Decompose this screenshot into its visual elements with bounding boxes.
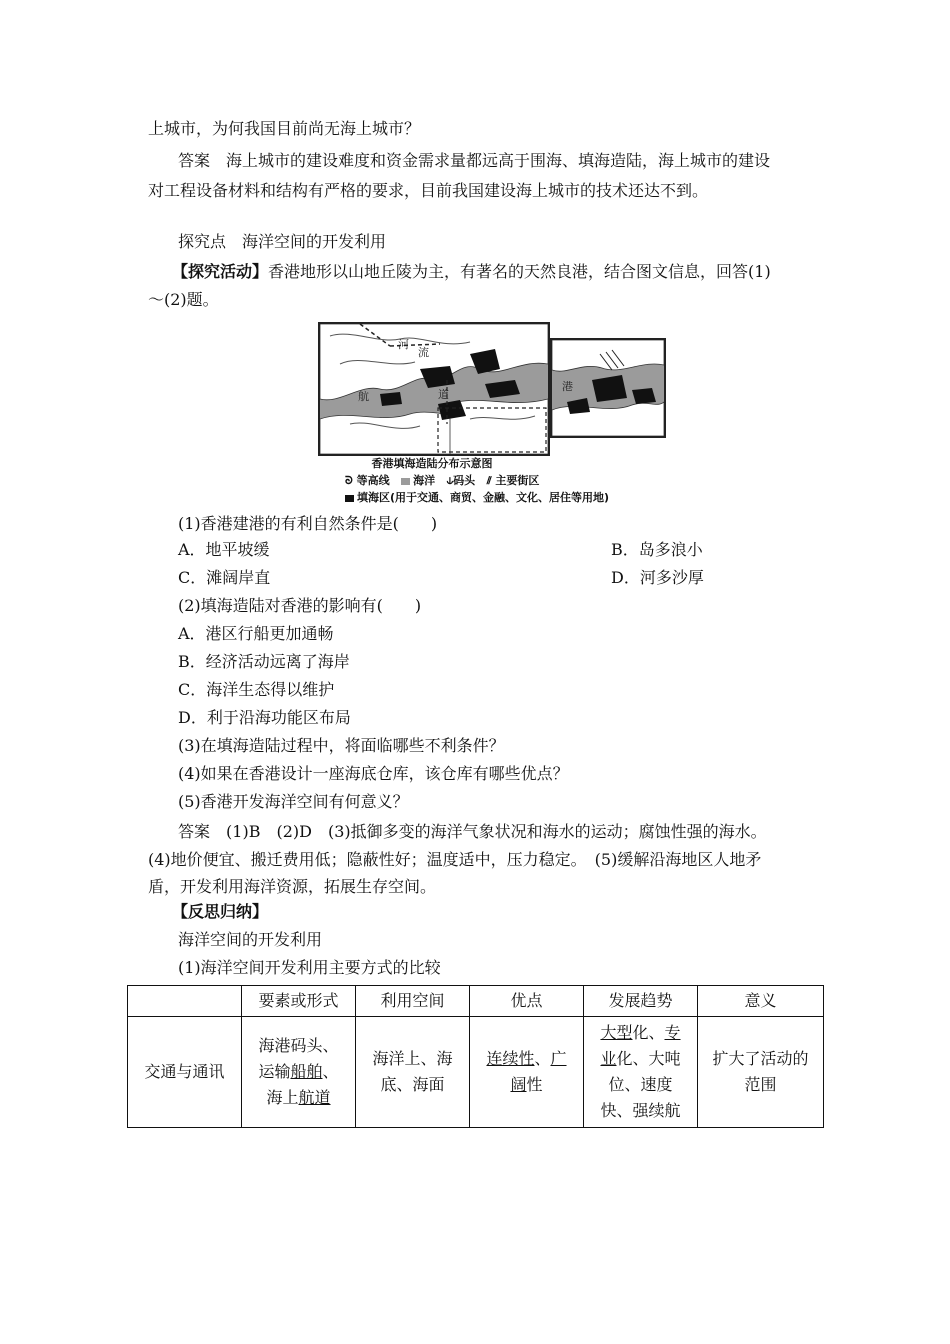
cell-text: 范围 [744,1075,777,1094]
cell-text: 海港码头、 [258,1036,339,1055]
q4-stem: (4)如果在香港设计一座海底仓库，该仓库有哪些优点？ [178,764,569,783]
contour-icon: ᘐ [345,474,353,487]
cell-text: 底、海面 [380,1075,445,1094]
cell-text: 海洋上、海 [372,1049,453,1068]
q2-stem: (2)填海造陆对香港的影响有( ) [178,596,422,615]
table-header-cell: 优点 [470,986,584,1017]
cell-text: 运输 [258,1062,291,1081]
table-cell-advantage [470,1017,584,1128]
map-label-channel-1: 航 [358,390,369,403]
cell-text: 位、速度 [608,1075,673,1094]
cell-blank: 连续性 [486,1049,535,1068]
cell-blank: 广 [550,1049,567,1068]
table-header-row [128,986,824,1017]
reclaim-swatch-icon [345,495,354,502]
reflect-label [172,902,268,922]
hk-map-main [318,322,550,456]
answer-1-line-1 [178,151,770,171]
legend-row-2 [345,489,609,505]
map-label-harbor: 港 [562,380,573,393]
cell-blank: 航道 [298,1088,331,1107]
map-label-river-1: 河 [398,338,409,351]
q1-option-b: B．岛多浪小 [611,540,703,559]
cell-blank: 大型 [600,1023,633,1042]
table-header-cell: 要素或形式 [242,986,356,1017]
legend-street: 主要街区 [495,474,540,487]
legend-reclaim: 填海区(用于交通、商贸、金融、文化、居住等用地) [357,491,610,504]
map-label-channel-2: 道 [438,388,449,401]
sea-swatch-icon [401,478,410,485]
q2-option-c: C．海洋生态得以维护 [178,680,335,699]
hk-map-svg [320,324,548,454]
q3-stem: (3)在填海造陆过程中，将面临哪些不利条件？ [178,736,505,755]
q2-option-a: A．港区行船更加通畅 [178,624,334,643]
comparison-table [127,985,824,1128]
cell-text: 、 [534,1049,551,1068]
activity-line-1 [172,262,771,282]
q1-option-c: C．滩阔岸直 [178,568,271,587]
figure-title: 香港填海造陆分布示意图 [371,457,493,470]
answer-2-label: 答案 [178,822,211,841]
table-cell-form [242,1017,356,1128]
table-cell-trend [584,1017,698,1128]
q1-option-a: A．地平坡缓 [178,540,270,559]
answer-2-text-1: (1)B (2)D (3)抵御多变的海洋气象状况和海水的运动；腐蚀性强的海水。 [226,822,767,841]
cell-blank: 阔 [510,1075,527,1094]
cell-text: 扩大了活动的 [712,1049,809,1068]
table-cell-type: 交通与通讯 [128,1017,242,1128]
reflect-sub: (1)海洋空间开发利用主要方式的比较 [178,958,441,977]
table-header-cell: 意义 [698,986,824,1017]
table-row [128,1017,824,1128]
cell-text: 、 [322,1062,339,1081]
table-cell-meaning [698,1017,824,1128]
cell-text: 化、大吨 [616,1049,681,1068]
map-label-river-2: 流 [418,346,429,359]
activity-text-1: 香港地形以山地丘陵为主，有著名的天然良港，结合图文信息，回答(1) [268,262,771,281]
cell-text: 性 [526,1075,543,1094]
hk-map-inset [550,338,666,438]
table-header-cell: 利用空间 [356,986,470,1017]
activity-line-2: ～(2)题。 [148,290,219,309]
hk-map-inset-svg [552,340,664,436]
answer-1-text-1: 海上城市的建设难度和资金需求量都远高于围海、填海造陆，海上城市的建设 [226,151,771,170]
table-header-cell [128,986,242,1017]
activity-label: 【探究活动】 [172,262,269,281]
hatch-icon: ⫽ [486,474,492,487]
answer-label: 答案 [178,151,211,170]
legend-pier: 码头 [453,474,476,487]
section-title: 探究点 海洋空间的开发利用 [178,232,387,251]
q1-stem: (1)香港建港的有利自然条件是( ) [178,514,438,533]
cell-blank: 专 [664,1023,681,1042]
answer-1-line-2: 对工程设备材料和结构有严格的要求，目前我国建设海上城市的技术还达不到。 [148,181,709,200]
q1-option-d: D．河多沙厚 [611,568,704,587]
legend-sea: 海洋 [413,474,436,487]
pier-icon: ⫝ [446,474,454,487]
cell-blank: 业 [600,1049,617,1068]
cell-text: 海上 [266,1088,299,1107]
table-header-cell: 发展趋势 [584,986,698,1017]
reflect-label-text: 【反思归纳】 [172,902,269,921]
q5-stem: (5)香港开发海洋空间有何意义？ [178,792,409,811]
reflect-topic: 海洋空间的开发利用 [178,930,323,949]
legend-row-1 [345,472,539,488]
answer-2-line-1 [178,822,767,842]
cell-text: 快、强续航 [600,1101,681,1120]
answer-2-line-3: 盾，开发利用海洋资源，拓展生存空间。 [148,877,437,896]
cell-blank: 船舶 [290,1062,323,1081]
legend-contour: 等高线 [356,474,390,487]
answer-2-line-2: (4)地价便宜、搬迁费用低；隐蔽性好；温度适中，压力稳定。 (5)缓解沿海地区人地矛 [148,850,762,869]
cell-text: 化、 [632,1023,665,1042]
intro-tail: 上城市，为何我国目前尚无海上城市？ [148,119,421,138]
q2-option-b: B．经济活动远离了海岸 [178,652,350,671]
table-cell-space [356,1017,470,1128]
q2-option-d: D．利于沿海功能区布局 [178,708,351,727]
